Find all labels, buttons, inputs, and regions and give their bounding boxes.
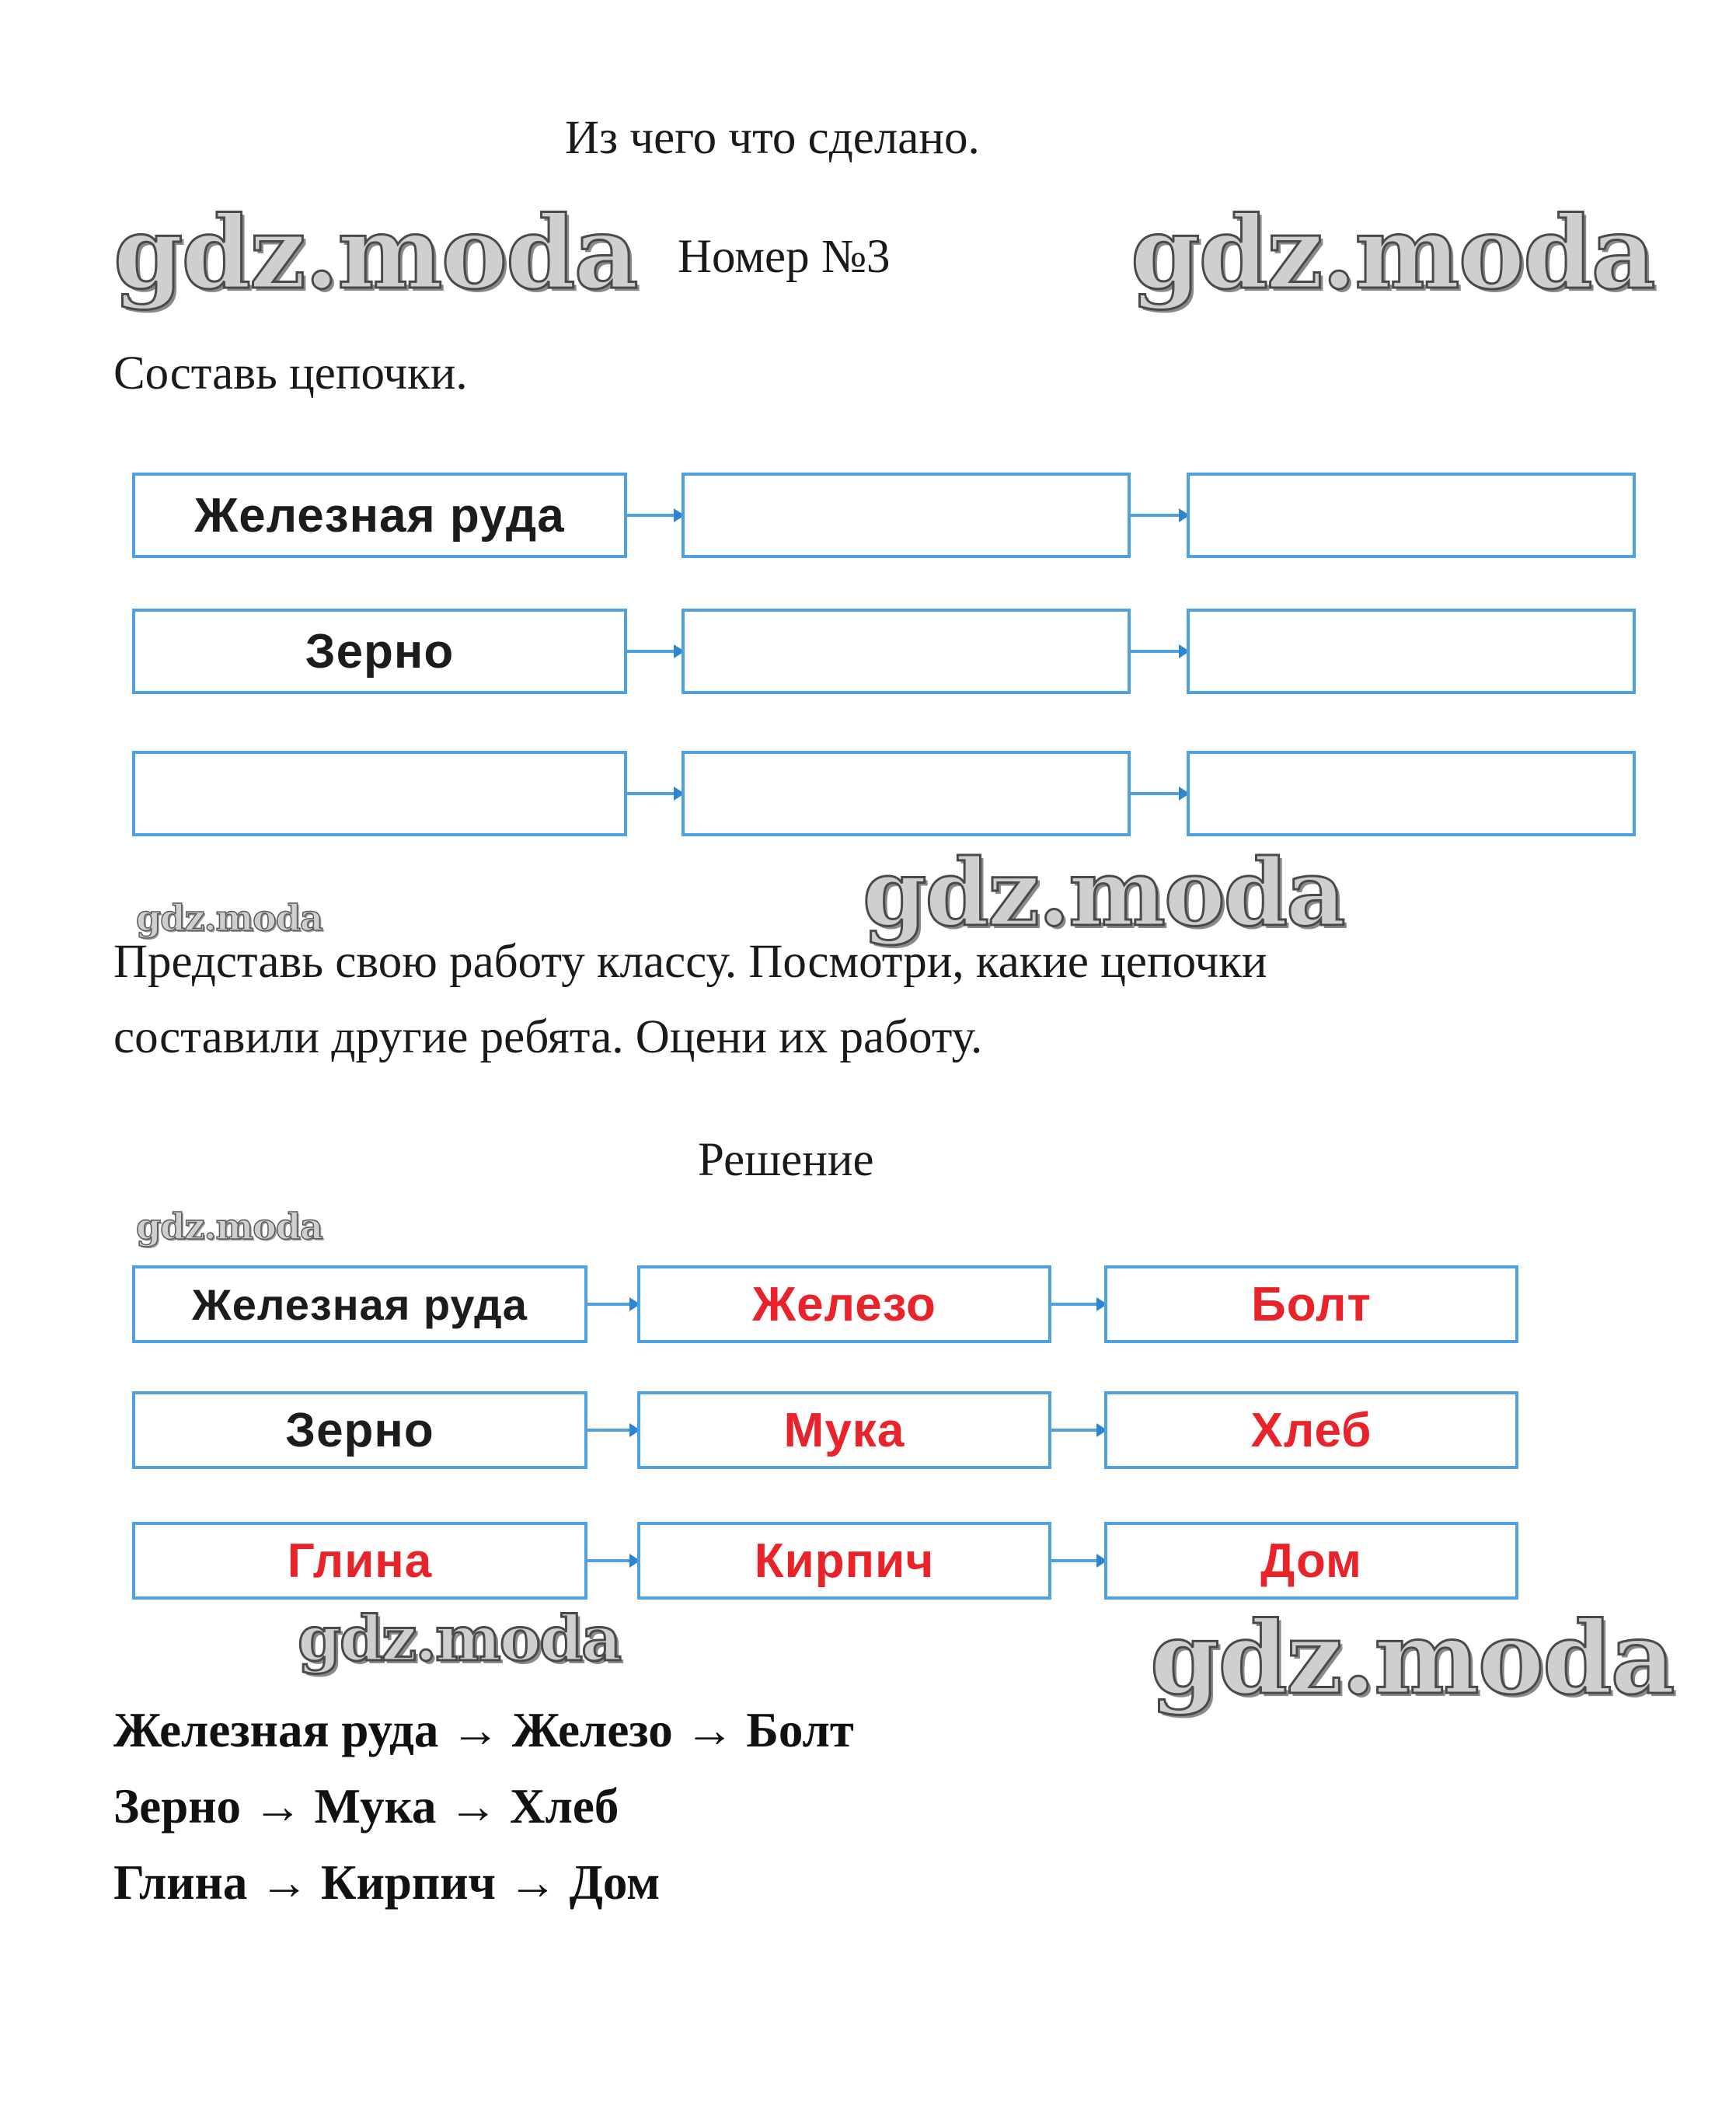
solution-box: Зерно bbox=[132, 1391, 587, 1469]
task-box bbox=[682, 473, 1131, 558]
watermark-logo: gdz.moda bbox=[863, 839, 1344, 947]
arrow-icon bbox=[1131, 514, 1187, 517]
page-title: Из чего что сделано. bbox=[565, 112, 980, 164]
solution-box: Железо bbox=[637, 1265, 1051, 1343]
task-box: Зерно bbox=[132, 609, 627, 694]
task-box bbox=[682, 751, 1131, 836]
solution-box: Глина bbox=[132, 1522, 587, 1600]
arrow-icon bbox=[587, 1559, 637, 1562]
exercise-number: Номер №3 bbox=[678, 231, 891, 283]
watermark-logo: gdz.moda bbox=[136, 897, 322, 939]
arrow-icon bbox=[627, 650, 682, 653]
arrow-icon bbox=[627, 514, 682, 517]
solution-box: Железная руда bbox=[132, 1265, 587, 1343]
solution-heading: Решение bbox=[698, 1134, 874, 1186]
answer-line: Зерно → Мука → Хлеб bbox=[113, 1779, 619, 1834]
solution-box: Дом bbox=[1104, 1522, 1518, 1600]
arrow-icon bbox=[1051, 1559, 1104, 1562]
task-box bbox=[682, 609, 1131, 694]
task-followup: Представь свою работу классу. Посмотри, какие цепочки bbox=[113, 936, 1267, 988]
solution-box: Кирпич bbox=[637, 1522, 1051, 1600]
watermark-logo: gdz.moda bbox=[113, 195, 637, 312]
answer-line: Глина → Кирпич → Дом bbox=[113, 1855, 661, 1910]
task-box bbox=[132, 751, 627, 836]
watermark-logo: gdz.moda bbox=[298, 1602, 620, 1675]
task-followup: составили другие ребята. Оцени их работу. bbox=[113, 1011, 983, 1063]
answer-line: Железная руда → Железо → Болт bbox=[113, 1703, 854, 1757]
watermark-logo: gdz.moda bbox=[1131, 195, 1654, 312]
arrow-icon bbox=[627, 792, 682, 795]
solution-box: Болт bbox=[1104, 1265, 1518, 1343]
task-instruction: Составь цепочки. bbox=[113, 347, 468, 400]
task-box: Железная руда bbox=[132, 473, 627, 558]
arrow-icon bbox=[1051, 1303, 1104, 1306]
arrow-icon bbox=[587, 1429, 637, 1432]
solution-box: Хлеб bbox=[1104, 1391, 1518, 1469]
arrow-icon bbox=[1131, 792, 1187, 795]
watermark-logo: gdz.moda bbox=[136, 1206, 322, 1247]
solution-box: Мука bbox=[637, 1391, 1051, 1469]
watermark-logo: gdz.moda bbox=[1150, 1600, 1674, 1717]
task-box bbox=[1187, 609, 1636, 694]
arrow-icon bbox=[587, 1303, 637, 1306]
task-box bbox=[1187, 473, 1636, 558]
arrow-icon bbox=[1051, 1429, 1104, 1432]
arrow-icon bbox=[1131, 650, 1187, 653]
task-box bbox=[1187, 751, 1636, 836]
